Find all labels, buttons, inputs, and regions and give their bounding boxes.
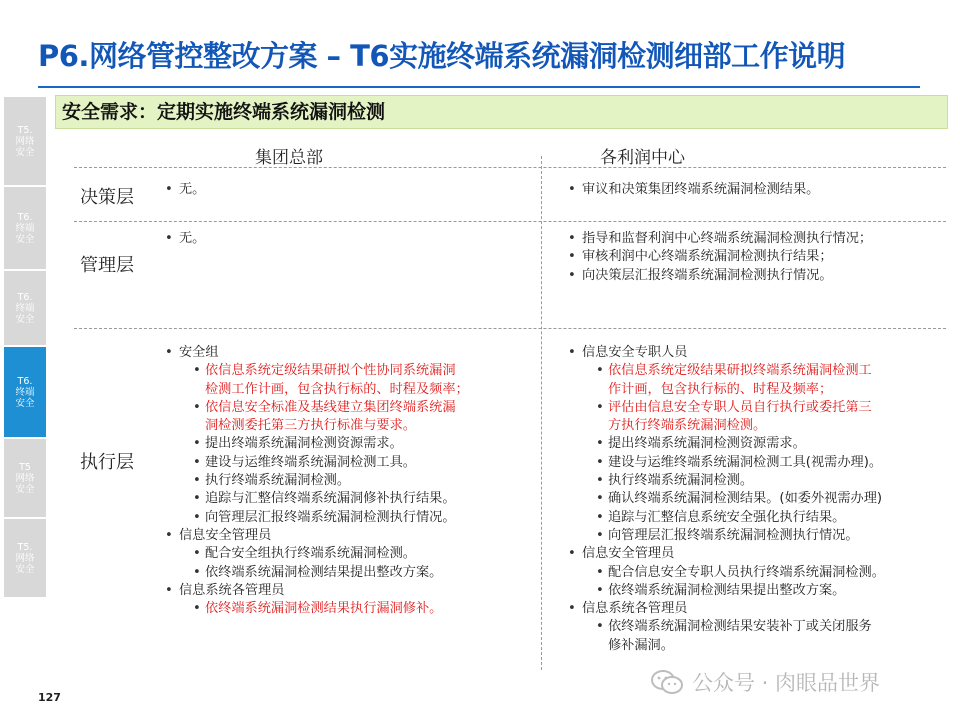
page-number: 127	[38, 691, 61, 704]
side-nav-label-line: 安全	[15, 233, 35, 245]
side-nav-item-label	[15, 462, 34, 495]
side-nav-item[interactable]	[4, 97, 46, 185]
sub-bullet-item: • 依终端系统漏洞检测结果提出整改方案。	[568, 582, 885, 600]
sub-bullet-item: • 确认终端系统漏洞检测结果。(如委外视需办理)	[568, 490, 885, 508]
row-divider	[74, 221, 946, 222]
side-nav-label-line: T5.	[17, 541, 33, 553]
requirement-banner: 安全需求：定期实施终端系统漏洞检测	[55, 95, 948, 129]
side-nav-label-line: T6.	[17, 291, 33, 303]
side-nav-label-line: T6.	[17, 375, 33, 387]
side-nav-item[interactable]	[4, 187, 46, 269]
side-nav-item-label	[15, 376, 34, 409]
title-divider	[38, 86, 920, 88]
side-nav-label-line: 安全	[15, 397, 35, 409]
cell-execution-hq	[165, 344, 469, 618]
sub-bullet-item: • 提出终端系统漏洞检测资源需求。	[165, 435, 469, 453]
side-nav-item[interactable]	[4, 439, 46, 517]
sub-bullet-item: • 依信息系统定级结果研拟个性协同系统漏洞 检测工作计画，包含执行标的、时程及频率；	[165, 362, 469, 399]
row-label-decision: 决策层	[80, 187, 134, 208]
column-header-profit-center: 各利润中心	[600, 148, 685, 168]
column-header-hq: 集团总部	[255, 148, 323, 168]
bullet-item: • 指导和监督利润中心终端系统漏洞检测执行情况；	[568, 230, 872, 248]
side-nav-label-line: 安全	[15, 563, 35, 575]
side-nav-label-line: 安全	[15, 483, 35, 495]
column-divider	[541, 156, 542, 670]
watermark	[650, 668, 880, 696]
sub-bullet-item: • 评估由信息安全专职人员自行执行或委托第三 方执行终端系统漏洞检测。	[568, 399, 885, 436]
sub-bullet-item: • 提出终端系统漏洞检测资源需求。	[568, 435, 885, 453]
sub-bullet-item: • 向管理层汇报终端系统漏洞检测执行情况。	[568, 527, 885, 545]
page-title: P6.网络管控整改方案 – T6实施终端系统漏洞检测细部工作说明	[38, 39, 846, 73]
sub-bullet-item: • 追踪与汇整信息系统安全强化执行结果。	[568, 509, 885, 527]
cell-management-profit-center	[568, 230, 872, 285]
row-divider	[74, 167, 946, 168]
side-nav-item[interactable]	[4, 271, 46, 345]
side-nav-label-line: 网络	[15, 552, 35, 564]
side-nav-label-line: T6.	[17, 211, 33, 223]
watermark-text: 公众号 · 肉眼品世界	[692, 671, 881, 695]
sub-bullet-item: • 依信息系统定级结果研拟终端系统漏洞检测工 作计画，包含执行标的、时程及频率；	[568, 362, 885, 399]
side-nav-item-label	[15, 292, 34, 325]
row-divider	[74, 328, 946, 329]
row-label-execution: 执行层	[80, 452, 134, 473]
side-nav-label-line: 终端	[15, 222, 35, 234]
cell-execution-profit-center	[568, 344, 885, 655]
sub-bullet-item: • 依信息安全标准及基线建立集团终端系统漏 洞检测委托第三方执行标准与要求。	[165, 399, 469, 436]
sub-bullet-item: • 配合安全组执行终端系统漏洞检测。	[165, 545, 469, 563]
sub-bullet-item: • 建设与运维终端系统漏洞检测工具。	[165, 454, 469, 472]
side-nav-item-label	[15, 212, 34, 245]
side-nav-item-label	[15, 542, 34, 575]
sub-bullet-item: • 执行终端系统漏洞检测。	[568, 472, 885, 490]
side-nav-item-label	[15, 125, 34, 158]
bullet-item: • 审核利润中心终端系统漏洞检测执行结果；	[568, 248, 872, 266]
side-nav-label-line: 网络	[15, 135, 35, 147]
side-nav-label-line: T5.	[17, 124, 33, 136]
bullet-item: • 向决策层汇报终端系统漏洞检测执行情况。	[568, 267, 872, 285]
bullet-item: • 信息安全管理员	[165, 527, 469, 545]
side-nav-label-line: 终端	[15, 386, 35, 398]
side-nav-label-line: T5	[19, 461, 31, 473]
bullet-item: • 信息安全专职人员	[568, 344, 885, 362]
side-nav-item[interactable]	[4, 347, 46, 437]
bullet-item: • 信息安全管理员	[568, 545, 885, 563]
row-label-management: 管理层	[80, 255, 134, 276]
sub-bullet-item: • 依终端系统漏洞检测结果安装补丁或关闭服务 修补漏洞。	[568, 618, 885, 655]
cell-decision-profit-center	[568, 181, 819, 199]
side-nav-label-line: 终端	[15, 302, 35, 314]
bullet-item: • 信息系统各管理员	[165, 582, 469, 600]
side-nav-item[interactable]	[4, 519, 46, 597]
cell-management-hq	[165, 230, 205, 248]
bullet-item: • 信息系统各管理员	[568, 600, 885, 618]
bullet-item: • 审议和决策集团终端系统漏洞检测结果。	[568, 181, 819, 199]
sub-bullet-item: • 依终端系统漏洞检测结果执行漏洞修补。	[165, 600, 469, 618]
bullet-item: • 无。	[165, 230, 205, 248]
side-nav-label-line: 网络	[15, 472, 35, 484]
sub-bullet-item: • 配合信息安全专职人员执行终端系统漏洞检测。	[568, 564, 885, 582]
bullet-item: • 无。	[165, 181, 205, 199]
sub-bullet-item: • 向管理层汇报终端系统漏洞检测执行情况。	[165, 509, 469, 527]
sub-bullet-item: • 执行终端系统漏洞检测。	[165, 472, 469, 490]
bullet-item: • 安全组	[165, 344, 469, 362]
sub-bullet-item: • 建设与运维终端系统漏洞检测工具(视需办理)。	[568, 454, 885, 472]
sub-bullet-item: • 追踪与汇整信终端系统漏洞修补执行结果。	[165, 490, 469, 508]
cell-decision-hq	[165, 181, 205, 199]
sub-bullet-item: • 依终端系统漏洞检测结果提出整改方案。	[165, 564, 469, 582]
side-nav-label-line: 安全	[15, 313, 35, 325]
wechat-icon	[650, 669, 684, 695]
side-nav-label-line: 安全	[15, 146, 35, 158]
